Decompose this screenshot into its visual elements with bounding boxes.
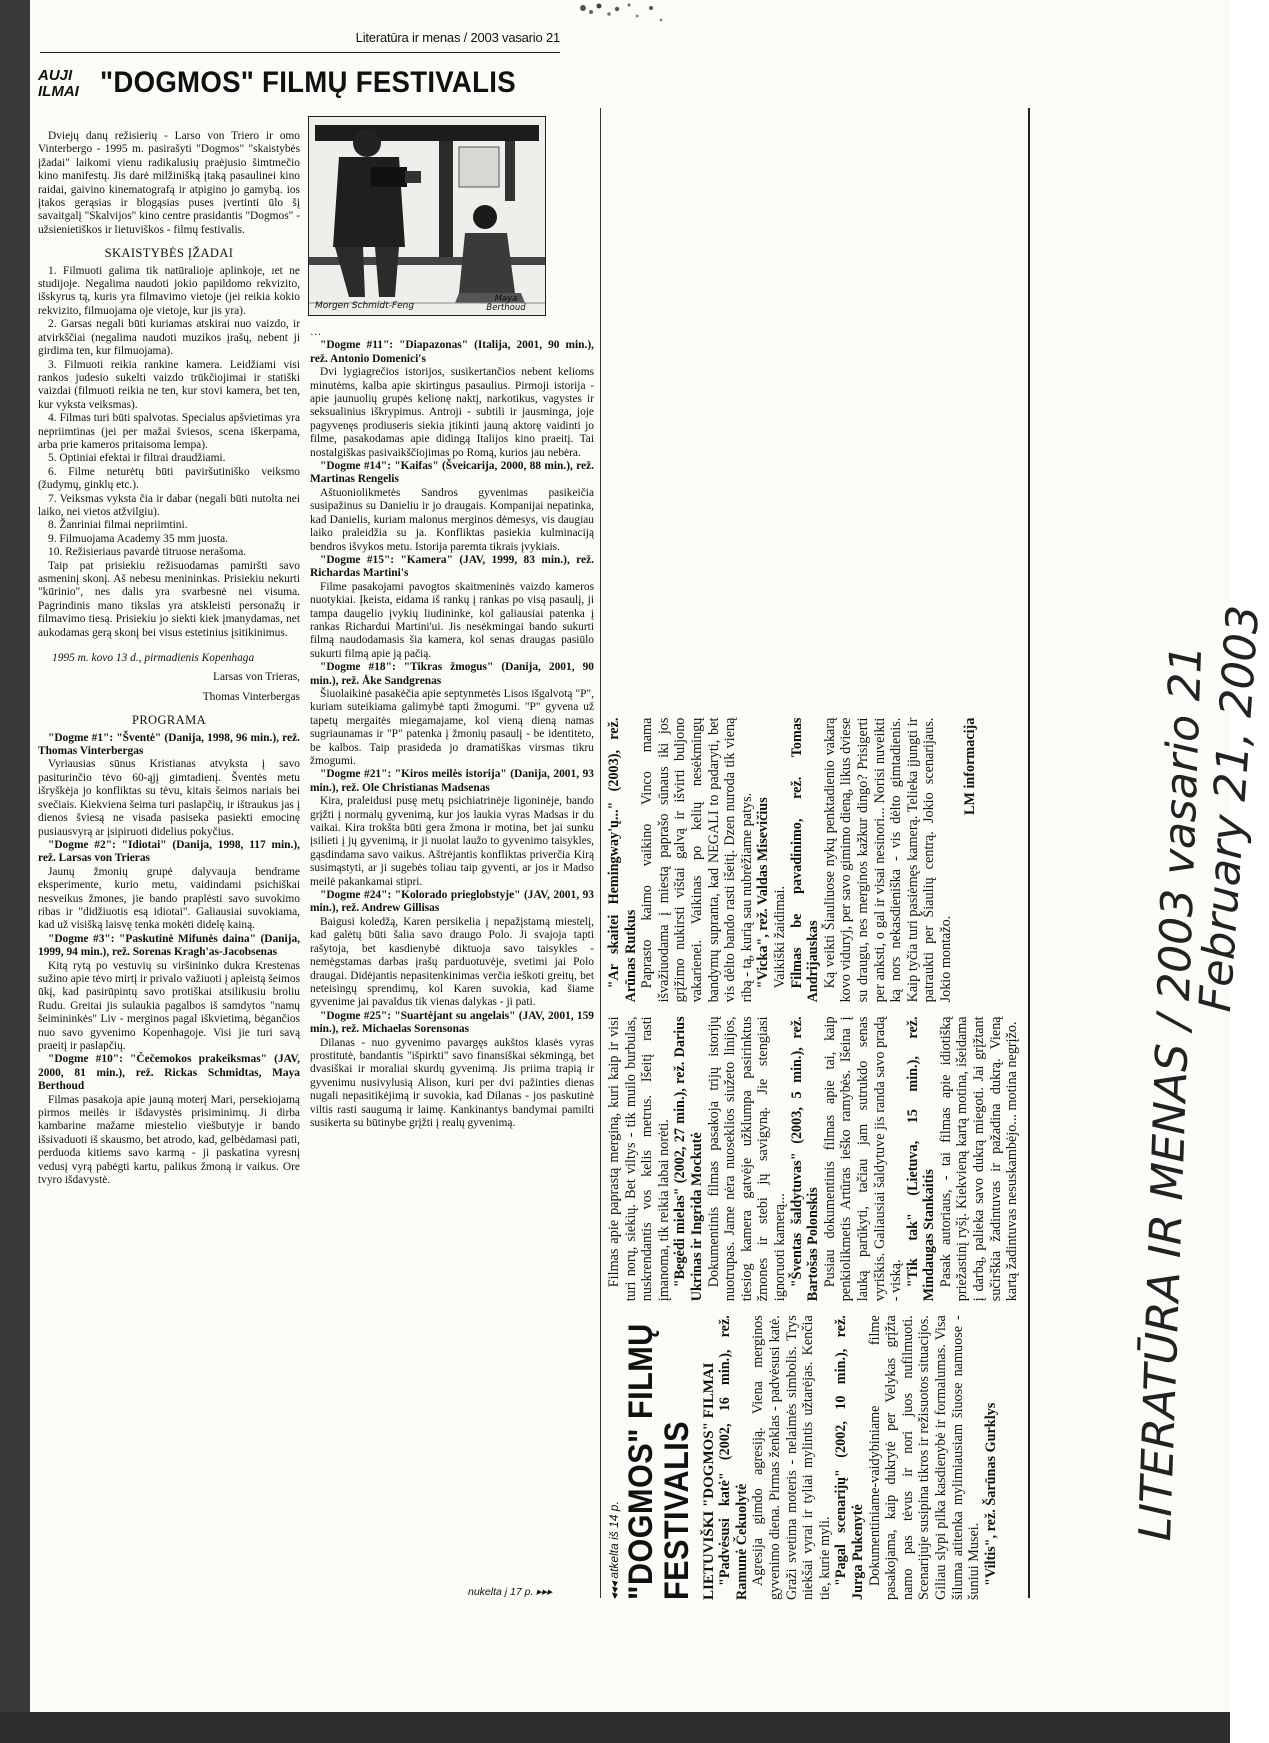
vow-item: 4. Filmas turi būti spalvotas. Specialus apšvietimas yra nepriimtinas (jei per mažai šviesos, scena iškerpama, arba prie kameros pritaisoma lempa).	[38, 412, 300, 451]
lt-film-entry: Filmas be pavadinimo, rež. Tomas Andrijauskas	[788, 717, 822, 1003]
vow-item: 7. Veiksmas vyksta čia ir dabar (negali būti nutolta nei laiko, nei vietos atžvilgiu).	[38, 492, 300, 518]
lt-film-entry: "Viltis", rež. Šarūnas Gurklys	[982, 1402, 999, 1586]
continued-from: ◂◂◂ atkelta iš 14 p.	[607, 1501, 621, 1600]
photo-illustration	[309, 117, 545, 315]
section-tag	[38, 68, 98, 100]
program-entry-title: "Dogme #3": "Paskutinė Mifunės daina" (Danija, 1999, 94 min.), rež. Sorenas Kragh'as-Jacobsenas	[38, 932, 300, 959]
lt-film-entry: "Begėdi mielas" (2002, 27 min.), rež. Darius Ukrinas ir Ingrida Mockutė	[672, 1016, 705, 1302]
lt-film-text: Dokumentinis filmas pasakoja trijų istorijų nuotrupas. Jame nėra nuoseklios siužeto linijos, tiesiog kamera gatvėje užklumpa pasirinktus žmones ir stebi jų savigyną. Jie stengiasi ignoruoti kamerą...	[705, 1016, 788, 1302]
handwritten-note: LITERATŪRA IR MENAS / 2003 vasario 21	[1130, 644, 1213, 1542]
lt-film-text: Pasak autoriaus, - tai filmas apie idiotišką priežastinį ryšį. Kiekvieną kartą motina, išeidama į darbą, palieka savo dukrą miegoti. Jai grįžtant sučirškia žadintuvas ir pažadina dukrą. Vieną kartą žadintuvas nesuskambėjo... motina negrįžo.	[937, 1016, 1021, 1302]
program-entry-title: "Dogme #25": "Suartėjant su angelais" (JAV, 2001, 159 min.), rež. Michaelas Sorensonas	[310, 1009, 594, 1036]
lt-film-text: Vaikiški žaidimai.	[771, 885, 788, 989]
vows-signer: Thomas Vinterbergas	[202, 690, 300, 703]
program-entry-text: Aštuoniolikmetės Sandros gyvenimas pasikeičia susipažinus su Danieliu ir jo draugais. Kompanijai nepatinka, kad Danielis, kuriam malonus merginos dėmesys, vis daugiau laiko praleidžia su ja. Konfliktas pasiekia kulminaciją bendros išvykos metu. Istorija paremta tikrais įvykiais.	[310, 486, 594, 553]
program-entry-title: "Dogme #21": "Kiros meilės istorija" (Danija, 2001, 93 min.), rež. Ole Christianas Madsenas	[310, 768, 594, 794]
vow-item: 8. Žanriniai filmai nepriimtini.	[48, 519, 188, 532]
vow-item: 3. Filmuoti reikia rankine kamera. Leidžiami visi rankos judesio sukelti vaizdo trūkčiojimai ir statiški vaizdai (filmuoti reikia ne ten, kur stovi kamera, bet ten, kur vyksta veiksmas).	[38, 358, 300, 411]
film-still-photo	[308, 116, 546, 316]
photo-caption-right: Maya Berthoud	[486, 294, 526, 313]
lt-film-text: Agresija gimdo agresiją. Viena merginos gyvenimo diena. Pirmas ženklas - padvėsusi katė. Graži svetima moteris - nelaimės simbolis. Trys niekšai vyrai ir tyliai mylintis užtarėjas. Kenčia tie, kurie myli.	[750, 1315, 833, 1600]
vows-signer: Larsas von Trieras,	[212, 671, 300, 684]
page-header	[40, 18, 560, 54]
program-entry-title: "Dogme #10": "Čečemokos prakeiksmas" (JAV, 2000, 81 min.), rež. Rickas Schmidtas, Maya Berthoud	[38, 1053, 300, 1093]
rotated-subtitle: LIETUVIŠKI "DOGMOS" FILMAI	[700, 1362, 717, 1600]
vows-title: SKAISTYBĖS ĮŽADAI	[104, 246, 234, 261]
ink-blot	[565, 0, 685, 30]
scan-bottom-edge	[0, 1712, 1230, 1743]
vows-closing: Taip pat prisiekiu režisuodamas pamiršti savo asmeninį skonį. Aš nebesu menininkas. Prisiekiu nekurti "kūrinio", nes dalis yra svarbesnė nei visuma. Pagrindinis mano tikslas yra atskleisti personažų ir filmavimo tiesą. Prisiekiu jo siekti kiek įmanydamas, net aukodamas gerą skonį bei visus estetinius įsitikinimus.	[38, 559, 300, 639]
program-entry-text: Jaunų žmonių grupė dalyvauja bendrame eksperimente, kurio metu, vaidindami psichiškai nesveikus žmones, jie bando praplėsti savo suvokimo ribas ir "didžiuotis esą idiotai". Galiausiai suvokiama, kad už visišką laisvę tenka mokėti didelę kainą.	[38, 865, 300, 932]
program-entry-text: Kitą rytą po vestuvių su viršininko dukra Krestenas sužino apie tėvo mirtį ir privalo važiuoti į apleistą šeimos ūkį, kad pasirūpintų savo protiškai atsilikusiu broliu Rudu. Greitai jis sulaukia pagalbos iš samdytos "namų šeimininkės" Liv - merginos pagal iškvietimą, bėgančios nuo savo gyvenimo Kopenhagoje. Visi jie turi savą praeitį ir paslapčių.	[38, 959, 300, 1052]
rotated-title: "DOGMOS" FILMŲ	[621, 1323, 660, 1600]
lt-film-text: Paprasto kaimo vaikino Vinco mama išvažiuodama į miestą paprašo sūnaus iki jos grįžimo nukirsti vištai galvą ir išvirti buljono vakarienei. Vaikinas po kelių nesėkmingų bandymų supranta, kad NEGALI to padaryti, bet vis dėlto bando rasti išeitį. Dzen nuroda tik vieną ribą - tą, kurią sau nubrėžiame patys.	[639, 717, 755, 1003]
program-entry-text: Šiuolaikinė pasakėčia apie septynmetės Lisos išgalvotą "P", kuriam suteikiama galimybė tapti žmogumi. "P" gyvena už tapetų mergaitės miegamajame, kol vieną dieną namas sugriaunamas ir "P" patenka į žmonių pasaulį - be identiteto, be kalbos. Taip prasideda jo dramatiškas virsmas tikru žmogumi.	[310, 687, 594, 767]
section-tag-line: AUJI	[38, 67, 73, 84]
vow-item: 2. Garsas negali būti kuriamas atskirai nuo vaizdo, ir atvirkščiai (negalima naudoti muzikos įrašų, nebent ji girdima ten, kur filmuojama).	[38, 318, 300, 358]
handwritten-date: February 21, 2003	[1190, 603, 1269, 1014]
continued-next-page: nukelta į 17 p. ▸▸▸	[468, 1586, 553, 1598]
program-entry-text: Dilanas - nuo gyvenimo pavargęs aukštos klasės vyras prostitutė, bandantis "išpirkti" savo finansiškai sėkmingą, bet dvasiškai ir moraliai skurdų gyvenimą. Jis priima trapią ir gyvenimu nusivylusią Alison, kuri per dvi pažinties dienas nugali nepasitikėjimą ir suvokia, kad Dilanas - jos paskutinė viltis rasti saugumą ir laimę. Kankinantys bandymai pamilti susikerta su būtinybe grįžti į realų gyvenimą.	[310, 1036, 594, 1129]
program-entry-text: Filmas pasakoja apie jauną moterį Mari, persekiojamą pirmos meilės ir išdavystės prisiminimų. Ji dirba kambarine mažame miestelio viešbutyje ir bando išsivaduoti iš skausmo, bet atrodo, kad, gelbėdamasi pati, perduoda kitiems savo karmą - ji paskatina vyresnį vedusį vyrą pabėgti kartu, palikus žmoną ir vaikus. Ore tvyro išdavystė.	[38, 1093, 300, 1187]
lt-film-text: Pusiau dokumentinis filmas apie tai, kaip penkiolikmetis Artūras ieško ramybės. Išeina į lauką parūkyti, tačiau jam sutrukdo senas vyriškis. Galiausiai šaldytuve jis randa savo pradą - viską.	[821, 1016, 905, 1302]
program-entry-title: "Dogme #14": "Kaifas" (Šveicarija, 2000, 88 min.), rež. Martinas Rengelis	[310, 460, 594, 486]
masthead: Literatūra ir menas / 2003 vasario 21	[355, 30, 560, 45]
program-entry-text: Vyriausias sūnus Kristianas atvyksta į savo pasiturinčio tėvo 60-ąjį gimtadienį. Šventės metu išryškėja jo konfliktas su tėvu, kitais šeimos nariais bei svečiais. Kiekviena šeima turi paslapčių, ir ištraukus jas į dienos šviesą ne visada pasiseka pasiekti emocinę pusiausvyrą ar įsipiruoti didelius pokyčius.	[38, 758, 300, 838]
scan-left-edge	[0, 0, 30, 1743]
lt-film-entry: "Tik tak" (Lietuva, 15 min.), rež. Mindaugas Stankaitis	[904, 1016, 938, 1302]
rotated-title: FESTIVALIS	[657, 1420, 696, 1600]
lt-film-text: Dokumentiniame-vaidybiniame filme pasakojama, kaip dukrytė per Velykas grįžta namo pas tėvus ir nori juos nufilmuoti. Scenarijuje susipina tikros ir režisuotos situacijos. Giliau slypi pilka kasdienybė ir formalumas. Visa šiluma atitenka mylimiausiam šiuose namuose - šuniui Musei.	[866, 1315, 983, 1600]
program-entry-title: "Dogme #1": "Šventė" (Danija, 1998, 96 min.), rež. Thomas Vinterbergas	[38, 731, 300, 758]
rotated-article	[606, 120, 1026, 1600]
vow-item: 1. Filmuoti galima tik natūralioje aplinkoje, ıet ne studijoje. Negalima naudoti jokio papildomo rekvizito, išskyrus tą, kuris yra filmavimo vietoje (jei reikia kokio rekvizito, filmuojama oje vietoje, kur jis yra).	[38, 264, 300, 317]
lt-film-entry: "Ar skaitei Hemingway'ų..." (2003), rež. Arūnas Rutkus	[606, 717, 639, 1003]
rotated-signature: LM informacija	[962, 717, 979, 815]
program-entry-title: "Dogme #11": "Diapazonas" (Italija, 2001, 90 min.), rež. Antonio Domenici's	[310, 339, 594, 365]
intro-paragraph: Dviejų danų režisierių - Larso von Triero ir omo Vinterbergo - 1995 m. pasirašyti "Dogmos" "skaistybės įžadai" laikomi vienu radikalusių praėjusio šimtmečio kino manifestų. Jis darė milžinišką įtaką pasaulinei kino raidai, gaivino kinematografą ir atpigino jo gamybą. ios įtakos gerąsias ir blogąsias puses įvertinti ūlo šį savaitgalį "Skalvijos" kino centre prasidantis "Dogmos" - užsienietiškos ir lietuviškos - filmų festivalis.	[38, 130, 300, 236]
rotated-article-columns	[606, 120, 1026, 1600]
article-column-middle	[310, 326, 594, 1582]
lt-film-entry: "Padvėsusi katė" (2002, 16 min.), rež. Ramunė Čekuolytė	[717, 1315, 750, 1600]
lt-film-entry: "Šventas šaldytuvas" (2003, 5 min.), rež. Bartošas Polonskis	[788, 1016, 822, 1302]
program-entry-text: Kira, praleidusi pusę metų psichiatrinėje ligoninėje, bando grįžti į normalų gyvenimą, kur jos laukia vyras Madsas ir du vaikai. Kira trokšta būti gera žmona ir motina, bet jai sunku įsilieti į jų gyvenimą, ir ji nuolat laužo to gyvenimo taisykles, gąsdindama savo vaikus. Aštrėjantis konfliktas priverčia Kirą susimąstyti, ar ji sugebės toliau taip gyventi, ar jos ir Madso meilė pakankamai stipri.	[310, 795, 594, 888]
column-rule-heavy	[1028, 108, 1030, 1598]
photo-caption-left: Morgen Schmidt-Feng	[315, 301, 415, 311]
vows-date: 1995 m. kovo 13 d., pirmadienis Kopenhaga	[52, 652, 255, 665]
program-entry-title: "Dogme #18": "Tikras žmogus" (Danija, 2001, 90 min.), rež. Åke Sandgrenas	[310, 661, 594, 687]
header-rule	[40, 52, 560, 53]
vow-item: 10. Režisieriaus pavardė titruose nerašoma.	[48, 546, 247, 559]
program-entry-title: "Dogme #2": "Idiotai" (Danija, 1998, 117 min.), rež. Larsas von Trieras	[38, 838, 300, 865]
program-entry-continuation: …	[310, 326, 322, 338]
headline: "DOGMOS" FILMŲ FESTIVALIS	[100, 66, 516, 99]
program-entry-title: "Dogme #24": "Kolorado prieglobstyje" (JAV, 2001, 93 min.), rež. Andrew Gillisas	[310, 889, 594, 915]
lt-film-entry: "Pagal scenarijų" (2002, 10 min.), rež. Jurga Pukenytė	[833, 1315, 866, 1600]
vow-item: 5. Optiniai efektai ir filtrai draudžiami.	[48, 452, 226, 465]
program-entry-title: "Dogme #15": "Kamera" (JAV, 1999, 83 min.), rež. Richardas Martini's	[310, 553, 594, 580]
lt-film-text: Filmas apie paprastą merginą, kuri kaip ir visi turi norų, siekių. Bet viltys - tik muilo burbulas, nuskrendantis vos kelis metrus. Išeitį rasti įmanoma, tik reikia labai norėti.	[606, 1016, 672, 1302]
article-column-left	[38, 130, 300, 1600]
vow-item: 9. Filmuojama Academy 35 mm juosta.	[48, 532, 229, 545]
program-entry-text: Dvi lygiagrečios istorijos, susikertančios nebent kelioms minutėms, kalba apie skirtingus pasaulius. Pirmoji istorija - apie jaunuolių grupės kelionę naktį, narkotikus, vagystes ir seksualinius iškrypimus. Antroji - subtili ir jausminga, joje pagyvenęs prodiuseris siekia įtikinti jauną aktorę vaidinti jo filme, pasakodamas apie didingą Italijos kino praeitį. Tai nostalgiškas pasivaikščiojimas po Romą, kurios jau nebėra.	[310, 366, 594, 459]
vow-item: 6. Filme neturėtų būti paviršutiniško veiksmo (žudymų, ginklų etc.).	[38, 465, 300, 492]
lt-film-entry: "Vicka", rež. Valdas Misevičius	[755, 797, 772, 989]
column-rule	[600, 108, 601, 1598]
section-tag-line: ILMAI	[38, 83, 79, 100]
program-entry-text: Baigusi koledžą, Karen persikelia į nepažįstamą miestelį, kad galėtų būti šalia savo draugo Polo. Ji svajoja tapti rašytoja, bet kasdienybė diktuoja savo taisykles - nemėgstamas darbas įrašų parduotuvėje, svetimi jai Polo draugai. Didėjantis nepasitenkinimas verčia ieškoti greitų, bet neteisingų sprendimų, kol Karen suvokia, kad šiame gyvenime jai pavaldus tik vienas dalykas - ji pati.	[310, 915, 594, 1009]
lt-film-text: Ką veikti Šiauliuose nykų penktadienio vakarą kovo viduryj, per savo gimimo dieną, likus dviese su draugu, nes merginos kažkur dingo? Prisigerti per anksti, o gal ir visai nesinori... Norisi nuveikti ką nors nekasdieniška - vis dėlto gimtadienis. Kaip tyčia turi pasiėmęs kamerą. Telieka įjungti ir patraukti per Šiaulių centrą. Jokio scenarijaus. Jokio montažo.	[821, 717, 954, 1003]
program-entry-text: Filme pasakojami pavogtos skaitmeninės vaizdo kameros nuotykiai. Įkeista, eidama iš rankų į rankas po visą pasaulį, ji tampa daugelio įvykių liudininke, kol galiausiai patenka į rankas Richardui Martini'ui. Jis nesėkmingai bando sukurti filmą naudodamasis šia kamera, kol senas draugas pasiūlo sukurti filmą apie ją pačią.	[310, 580, 594, 660]
program-title: PROGRAMA	[131, 713, 207, 728]
